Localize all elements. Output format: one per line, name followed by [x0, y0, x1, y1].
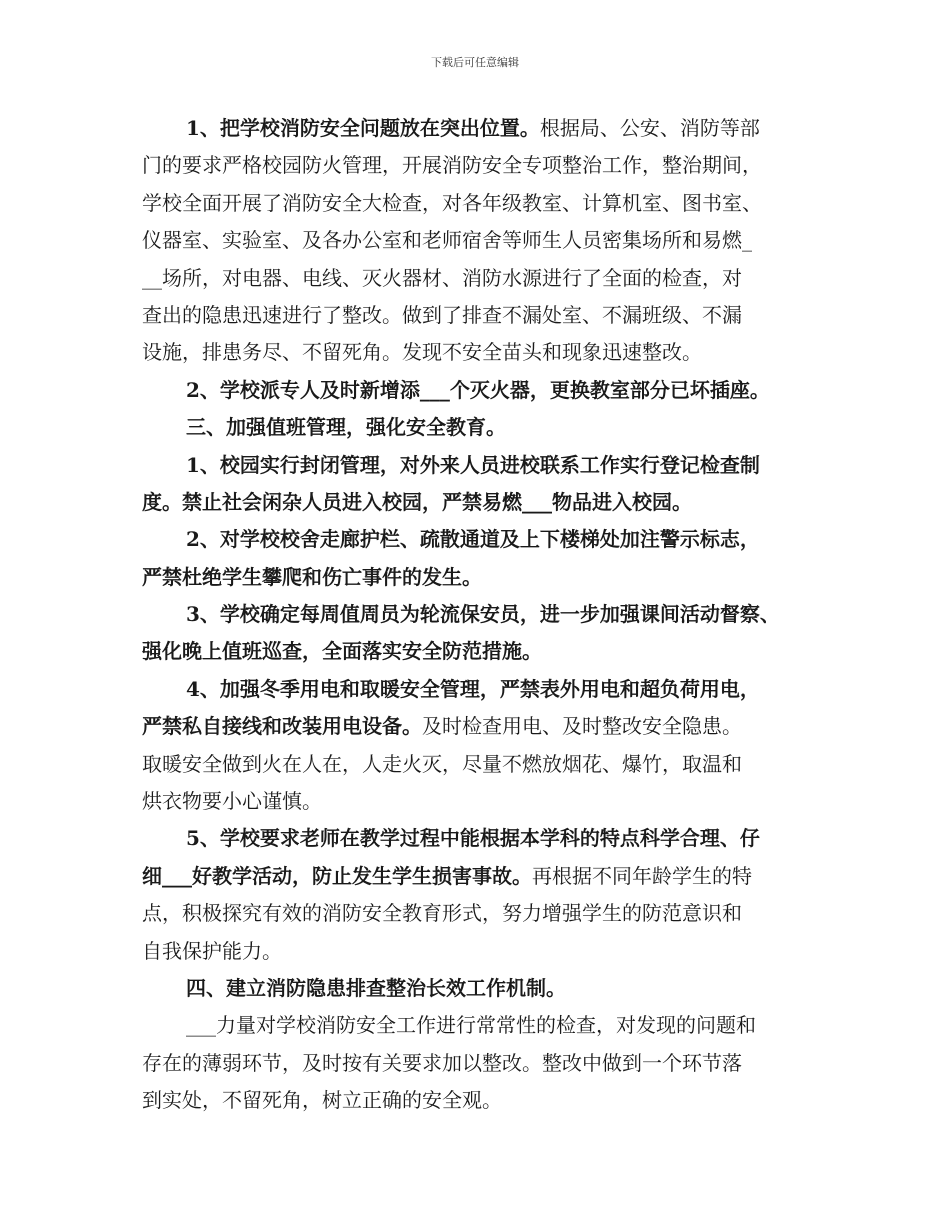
text-line [142, 708, 814, 745]
text-segment: 再根据不同年龄学生的特 [532, 863, 752, 888]
text-segment: 点，积极探究有效的消防安全教育形式，努力增强学生的防范意识和 [142, 901, 742, 926]
text-segment: 取暖安全做到火在人在，人走火灭，尽量不燃放烟花、爆竹，取温和 [142, 751, 742, 776]
bold-text-segment: 严禁杜绝学生攀爬和伤亡事件的发生。 [142, 564, 482, 589]
text-line [142, 1045, 814, 1082]
document-body [142, 110, 814, 1120]
text-line [142, 671, 814, 708]
text-segment: 根据局、公安、消防等部 [539, 116, 760, 140]
text-line [142, 895, 814, 932]
text-line [142, 484, 814, 521]
text-segment: ___力量对学校消防安全工作进行常常性的检查，对发现的问题和 [186, 1013, 756, 1038]
text-line [142, 222, 814, 259]
bold-text-segment: 3、学校确定每周值周员为轮流保安员，进一步加强课间活动督察、 [186, 602, 780, 627]
text-segment: 及时检查用电、及时整改安全隐患。 [422, 714, 742, 739]
text-line [142, 820, 814, 857]
bold-text-segment: 2、对学校校舍走廊护栏、疏散通道及上下楼梯处加注警示标志， [186, 527, 760, 552]
bold-text-segment: 度。禁止社会闲杂人员进入校园，严禁易燃___物品进入校园。 [142, 489, 692, 514]
bold-text-segment: 三、加强值班管理，强化安全教育。 [186, 415, 506, 440]
text-line [142, 521, 814, 558]
text-line [142, 596, 814, 633]
bold-text-segment: 1、校园实行封闭管理，对外来人员进校联系工作实行登记检查制 [186, 452, 760, 477]
text-line [142, 858, 814, 895]
text-line [142, 447, 814, 484]
bold-text-segment: 四、建立消防隐患排查整治长效工作机制。 [186, 975, 566, 1000]
text-line [142, 260, 814, 297]
text-line [142, 559, 814, 596]
bold-text-segment: 严禁私自接线和改装用电设备。 [142, 714, 422, 739]
bold-text-segment: 1、把学校消防安全问题放在突出位置。 [186, 116, 540, 140]
text-line [142, 147, 814, 184]
text-segment: 门的要求严格校园防火管理，开展消防安全专项整治工作，整治期间， [142, 153, 762, 178]
text-line [142, 633, 814, 670]
bold-text-segment: 2、学校派专人及时新增添___个灭火器，更换教室部分已坏插座。 [186, 377, 770, 402]
text-line [142, 1082, 814, 1119]
text-segment: 到实处，不留死角，树立正确的安全观。 [142, 1088, 502, 1113]
text-segment: 存在的薄弱环节，及时按有关要求加以整改。整改中做到一个环节落 [142, 1050, 742, 1075]
text-segment: 自我保护能力。 [142, 938, 282, 963]
page-header: 下载后可任意编辑 [431, 56, 519, 69]
text-segment: 仪器室、实验室、及各办公室和老师宿舍等师生人员密集场所和易燃_ [142, 228, 752, 253]
text-line [142, 933, 814, 970]
text-line [142, 185, 814, 222]
bold-text-segment: 细___好教学活动，防止发生学生损害事故。 [142, 863, 532, 888]
text-segment: 学校全面开展了消防安全大检查，对各年级教室、计算机室、图书室、 [142, 190, 762, 215]
text-segment: 设施，排患务尽、不留死角。发现不安全苗头和现象迅速整改。 [142, 340, 702, 365]
text-line [142, 334, 814, 371]
text-line [142, 783, 814, 820]
bold-text-segment: 强化晚上值班巡查，全面落实安全防范措施。 [142, 639, 542, 664]
bold-text-segment: 4、加强冬季用电和取暖安全管理，严禁表外用电和超负荷用电， [186, 676, 760, 701]
text-segment: 查出的隐患迅速进行了整改。做到了排查不漏处室、不漏班级、不漏 [142, 302, 742, 327]
text-line [142, 970, 814, 1007]
text-line [142, 1007, 814, 1044]
bold-text-segment: 5、学校要求老师在教学过程中能根据本学科的特点科学合理、仔 [186, 826, 760, 851]
text-segment: __场所，对电器、电线、灭火器材、消防水源进行了全面的检查，对 [142, 265, 742, 290]
text-line [142, 409, 814, 446]
text-line [142, 372, 814, 409]
text-line [142, 746, 814, 783]
text-segment: 烘衣物要小心谨慎。 [142, 789, 322, 814]
text-line [142, 110, 814, 147]
text-line [142, 297, 814, 334]
